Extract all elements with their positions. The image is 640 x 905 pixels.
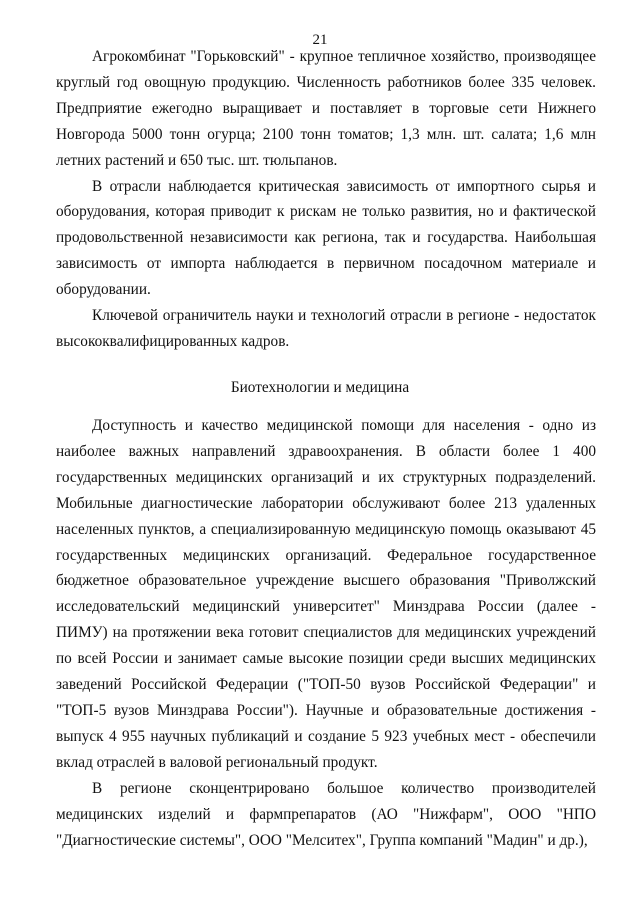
paragraph: Доступность и качество медицинской помощи для населения - одно из наиболее важных направлений здравоохранения. В области более 1 400 государственных медицинских организаций и их структурных подразделений. Мобильные диагностические лаборатории обслуживают более 213 удаленных населенных пунктов, а специализированную медицинскую помощь оказывают 45 государственных медицинских организаций. Федеральное государственное бюджетное образовательное учреждение высшего образования "Приволжский исследовательский медицинский университет" Минздрава России (далее - ПИМУ) на протяжении века готовит специалистов для медицинских учреждений по всей России и занимает самые высокие позиции среди высших медицинских заведений Российской Федерации ("ТОП-50 вузов Российской Федерации" и "ТОП-5 вузов Минздрава России"). Научные и образовательные достижения - выпуск 4 955 научных публикаций и создание 5 923 учебных мест - обеспечили вклад отраслей в валовой региональный продукт. <box>56 417 596 771</box>
paragraphs-after-heading <box>56 413 596 853</box>
page-number: 21 <box>312 32 328 48</box>
section-heading: Биотехнологии и медицина <box>230 379 410 396</box>
paragraph: Ключевой ограничитель науки и технологий отрасли в регионе - недостаток высококвалифицированных кадров. <box>56 307 596 350</box>
paragraph: Агрокомбинат "Горьковский" - крупное тепличное хозяйство, производящее круглый год овощную продукцию. Численность работников более 335 человек. Предприятие ежегодно выращивает и поставляет в торговые сети Нижнего Новгорода 5000 тонн огурца; 2100 тонн томатов; 1,3 млн. шт. салата; 1,6 млн летних растений и 650 тыс. шт. тюльпанов. <box>56 48 596 169</box>
paragraph: В регионе сконцентрировано большое количество производителей медицинских изделий и фармпрепаратов (АО "Нижфарм", ООО "НПО "Диагностические системы", ООО "Мелситех", Группа компаний "Мадин" и др.), <box>56 779 596 849</box>
paragraph: В отрасли наблюдается критическая зависимость от импортного сырья и оборудования, которая приводит к рискам не только развития, но и фактической продовольственной независимости как региона, так и государства. Наибольшая зависимость от импорта наблюдается в первичном посадочном материале и оборудовании. <box>56 177 596 299</box>
paragraphs-before-heading <box>56 44 596 355</box>
